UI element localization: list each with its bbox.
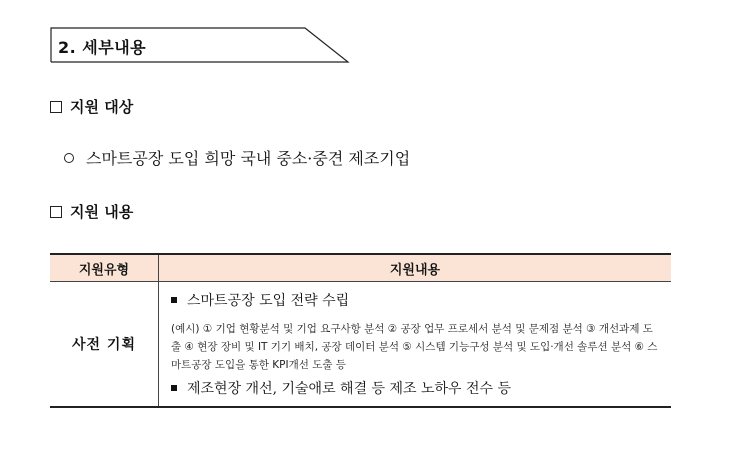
table-row [50,282,671,408]
square-bullet-icon [171,385,177,391]
checkbox-square-icon [50,206,62,218]
heading-target [50,96,133,117]
heading-content-label: 지원 내용 [70,203,134,221]
target-text: 스마트공장 도입 희망 국내 중소·중견 제조기업 [86,149,411,168]
content-item [171,290,663,310]
content-item [171,378,663,398]
content-item-text: 제조현장 개선, 기술애로 해결 등 제조 노하우 전수 등 [187,381,512,397]
header-type: 지원유형 [50,254,159,282]
row-type: 사전 기획 [50,282,159,408]
content-item-text: 스마트공장 도입 전략 수립 [187,293,350,309]
square-bullet-icon [171,297,177,303]
target-line [64,146,410,169]
table-header-row [50,254,671,282]
checkbox-square-icon [50,101,62,113]
heading-target-label: 지원 대상 [70,98,134,116]
circle-bullet-icon [64,153,74,163]
row-content [159,282,672,408]
header-content: 지원내용 [159,254,672,282]
heading-content [50,201,133,222]
content-detail: (예시) ① 기업 현황분석 및 기업 요구사항 분석 ② 공장 업무 프로세서 분석 및 문제점 분석 ③ 개선과제 도출 ④ 현장 장비 및 IT 기기 배치, 공장 데이터 분석 ⑤ 시스템 기능구성 분석 및 도입·개선 솔루션 분석 ⑥ 스마트공장 도입을 통한 KPI개선 도출 등 [171,323,658,371]
support-table [50,253,671,408]
section-title: 2. 세부내용 [58,38,147,57]
